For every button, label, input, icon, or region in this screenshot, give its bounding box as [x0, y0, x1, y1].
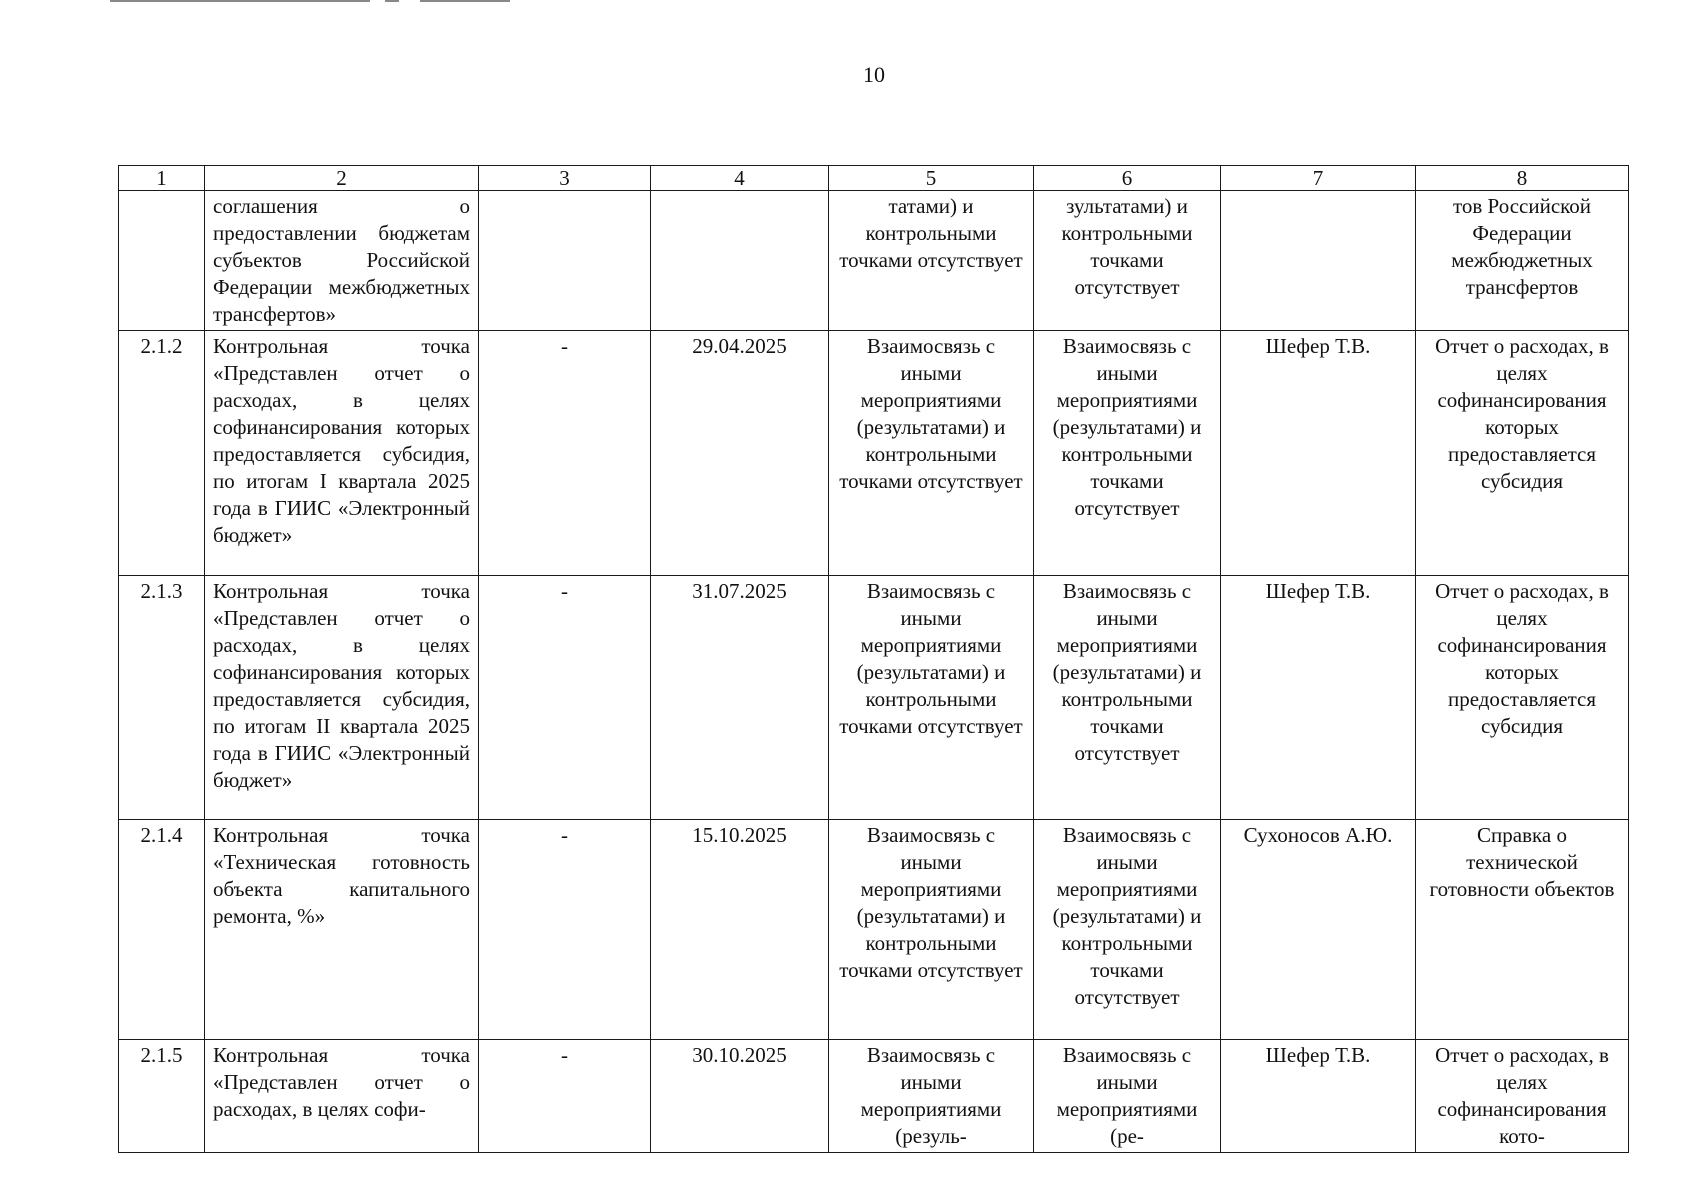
responsible	[1221, 191, 1416, 331]
row-number: 2.1.2	[119, 331, 205, 576]
row-number: 2.1.3	[119, 576, 205, 820]
table-row	[119, 576, 1629, 820]
responsible: Шефер Т.В.	[1221, 1040, 1416, 1153]
event-name: соглашения о предоставлении бюджетам субъектов Российской Федерации межбюджетных трансфертов»	[205, 191, 479, 331]
header-rule-left	[110, 0, 370, 2]
column-header-4: 4	[651, 166, 829, 191]
event-name: Контрольная точка «Представлен отчет о расходах, в целях софинансирования которых предоставляется субсидия, по итогам II квартала 2025 года в ГИИС «Электронный бюджет»	[205, 576, 479, 820]
column-header-2: 2	[205, 166, 479, 191]
document: Отчет о расходах, в целях софинансирования которых предоставляется субсидия	[1416, 576, 1629, 820]
document: Справка о технической готовности объектов	[1416, 820, 1629, 1040]
table-row	[119, 820, 1629, 1040]
link-points: Взаимосвязь с иными мероприятиями (результатами) и контрольными точками отсутствует	[1034, 576, 1221, 820]
event-name: Контрольная точка «Представлен отчет о расходах, в целях софинансирования которых предоставляется субсидия, по итогам I квартала 2025 года в ГИИС «Электронный бюджет»	[205, 331, 479, 576]
link-points: Взаимосвязь с иными мероприятиями (ре-	[1034, 1040, 1221, 1153]
predecessor: -	[479, 331, 651, 576]
link-results: татами) и контрольными точками отсутствует	[829, 191, 1034, 331]
column-header-8: 8	[1416, 166, 1629, 191]
due-date: 31.07.2025	[651, 576, 829, 820]
link-points: Взаимосвязь с иными мероприятиями (результатами) и контрольными точками отсутствует	[1034, 331, 1221, 576]
responsible: Сухоносов А.Ю.	[1221, 820, 1416, 1040]
due-date: 29.04.2025	[651, 331, 829, 576]
link-points: зультатами) и контрольными точками отсутствует	[1034, 191, 1221, 331]
due-date	[651, 191, 829, 331]
due-date: 30.10.2025	[651, 1040, 829, 1153]
document: Отчет о расходах, в целях софинансирования которых предоставляется субсидия	[1416, 331, 1629, 576]
predecessor: -	[479, 1040, 651, 1153]
header-rule-mid	[385, 0, 399, 2]
table-row	[119, 1040, 1629, 1153]
column-header-7: 7	[1221, 166, 1416, 191]
document: Отчет о расходах, в целях софинансирования кото-	[1416, 1040, 1629, 1153]
plan-table	[118, 165, 1629, 1153]
table-row	[119, 191, 1629, 331]
page-number: 10	[863, 62, 885, 87]
document: тов Российской Федерации межбюджетных трансфертов	[1416, 191, 1629, 331]
due-date: 15.10.2025	[651, 820, 829, 1040]
row-number	[119, 191, 205, 331]
link-points: Взаимосвязь с иными мероприятиями (результатами) и контрольными точками отсутствует	[1034, 820, 1221, 1040]
link-results: Взаимосвязь с иными мероприятиями (результатами) и контрольными точками отсутствует	[829, 331, 1034, 576]
column-header-5: 5	[829, 166, 1034, 191]
column-header-1: 1	[119, 166, 205, 191]
responsible: Шефер Т.В.	[1221, 576, 1416, 820]
header-rule-right	[420, 0, 510, 2]
row-number: 2.1.4	[119, 820, 205, 1040]
table-row	[119, 331, 1629, 576]
predecessor: -	[479, 576, 651, 820]
column-number-row	[119, 166, 1629, 191]
column-header-3: 3	[479, 166, 651, 191]
link-results: Взаимосвязь с иными мероприятиями (результатами) и контрольными точками отсутствует	[829, 576, 1034, 820]
predecessor: -	[479, 820, 651, 1040]
column-header-6: 6	[1034, 166, 1221, 191]
link-results: Взаимосвязь с иными мероприятиями (резуль-	[829, 1040, 1034, 1153]
event-name: Контрольная точка «Представлен отчет о расходах, в целях софи-	[205, 1040, 479, 1153]
event-name: Контрольная точка «Техническая готовность объекта капитального ремонта, %»	[205, 820, 479, 1040]
predecessor	[479, 191, 651, 331]
responsible: Шефер Т.В.	[1221, 331, 1416, 576]
link-results: Взаимосвязь с иными мероприятиями (результатами) и контрольными точками отсутствует	[829, 820, 1034, 1040]
row-number: 2.1.5	[119, 1040, 205, 1153]
